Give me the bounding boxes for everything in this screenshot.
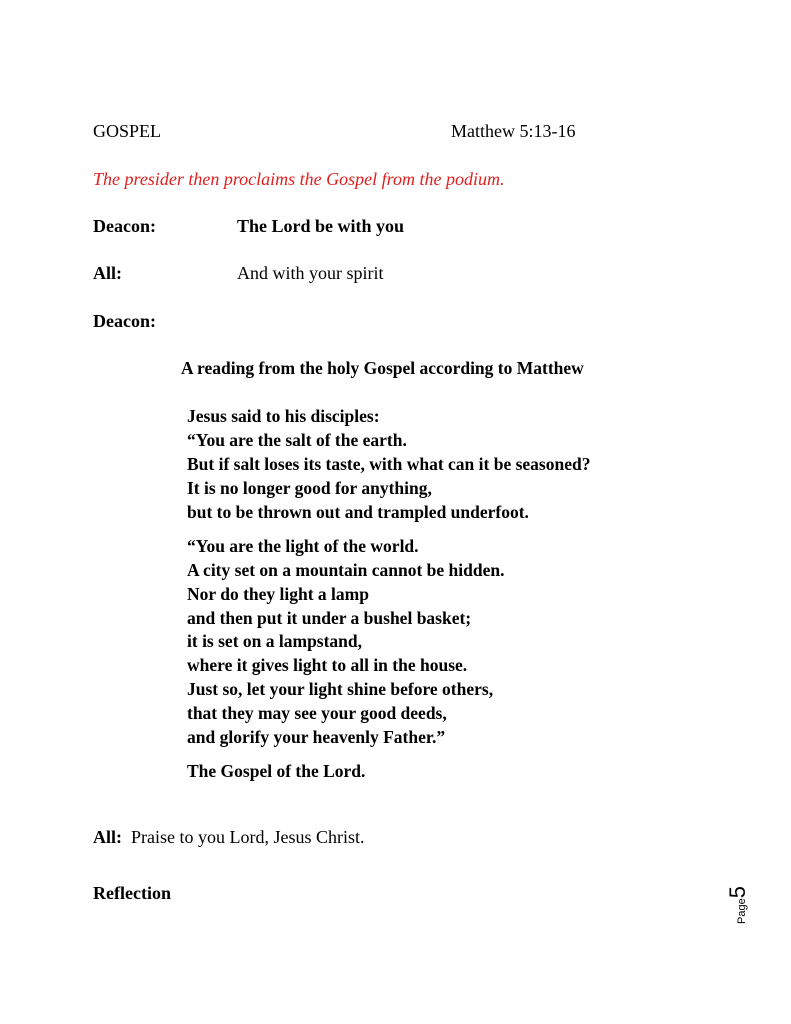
- reading-line: and glorify your heavenly Father.”: [187, 727, 446, 747]
- reading-line: but to be thrown out and trampled underfoot.: [187, 502, 529, 522]
- speaker-deacon: Deacon:: [93, 216, 156, 236]
- reading-line: A city set on a mountain cannot be hidden.: [187, 560, 505, 580]
- gospel-closing: The Gospel of the Lord.: [187, 761, 366, 781]
- deacon-line: The Lord be with you: [237, 216, 405, 236]
- reading-line: It is no longer good for anything,: [187, 478, 432, 498]
- page-number-value: 5: [725, 886, 750, 899]
- final-response-text: Praise to you Lord, Jesus Christ.: [131, 827, 365, 847]
- page-number: [725, 885, 775, 925]
- reading-line: Just so, let your light shine before others,: [187, 679, 494, 699]
- reading-line: Jesus said to his disciples:: [187, 406, 380, 426]
- all-response-line: And with your spirit: [237, 263, 384, 283]
- section-title: GOSPEL: [93, 121, 162, 141]
- speaker-all-final: All:: [93, 827, 122, 847]
- speaker-all: All:: [93, 263, 122, 283]
- reflection-heading: Reflection: [93, 883, 171, 903]
- reading-line: that they may see your good deeds,: [187, 703, 447, 723]
- rubric-instruction: The presider then proclaims the Gospel from the podium.: [93, 169, 505, 189]
- page-label: Page: [736, 898, 748, 924]
- reading-line: Nor do they light a lamp: [187, 584, 369, 604]
- scripture-citation: Matthew 5:13-16: [451, 121, 576, 141]
- reading-line: and then put it under a bushel basket;: [187, 608, 472, 628]
- speaker-deacon-2: Deacon:: [93, 311, 156, 331]
- final-response: [93, 826, 365, 848]
- reading-line: “You are the salt of the earth.: [187, 430, 407, 450]
- reading-line: it is set on a lampstand,: [187, 631, 363, 651]
- reading-line: But if salt loses its taste, with what can it be seasoned?: [187, 454, 591, 474]
- reading-line: where it gives light to all in the house.: [187, 655, 468, 675]
- reading-intro: A reading from the holy Gospel according to Matthew: [181, 358, 584, 378]
- reading-line: “You are the light of the world.: [187, 536, 419, 556]
